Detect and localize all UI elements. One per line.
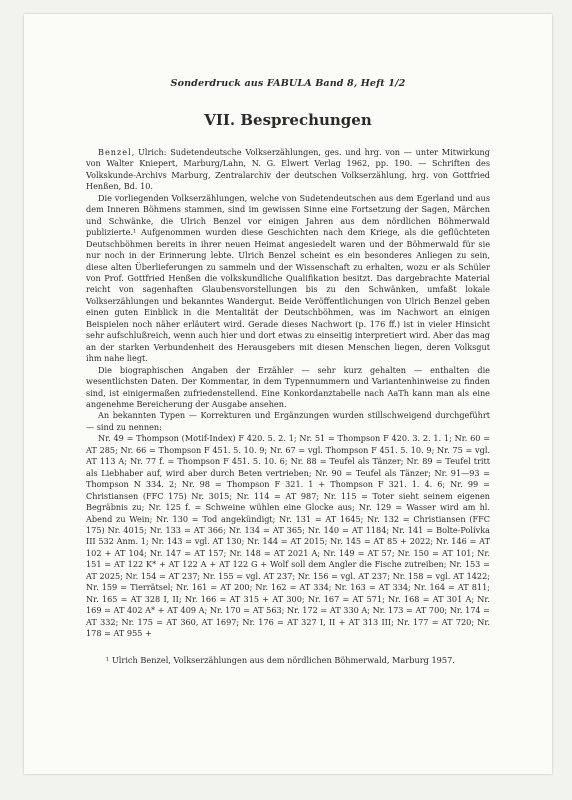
review-body: [86, 147, 490, 639]
section-title: VII. Besprechungen: [204, 111, 372, 129]
footnote: ¹ Ulrich Benzel, Volkserzählungen aus dem nördlichen Böhmerwald, Marburg 1957.: [106, 655, 455, 666]
type-list-paragraph: Nr. 49 = Thompson (Motif-Index) F 420. 5. 2. 1; Nr. 51 = Thompson F 420. 3. 2. 1. 1; Nr. 60 = AT 285; Nr. 66 = Thompson F 451. 5. 10. 9; Nr. 67 = vgl. Thompson F 451. 5. 10. 9; Nr. 75 = vgl. AT 113 A; Nr. 77 f. = Thompson F 451. 5. 10. 6; Nr. 88 = Teufel als Tänzer; Nr. 89 = Teufel tritt als Liebhaber auf, wird aber durch Beten vertrieben; Nr. 90 = Teufel als Tänzer; Nr. 91—93 = Thompson N 334. 2; Nr. 98 = Thompson F 321. 1 + Thompson F 321. 1. 4. 6; Nr. 99 = Christiansen (FFC 175) Nr. 3015; Nr. 114 = AT 987; Nr. 115 = Toter sieht seinem eigenen Begräbnis zu; Nr. 125 f. = Schweine wühlen eine Glocke aus; Nr. 129 = Wasser wird am hl. Abend zu Wein; Nr. 130 = Tod angekündigt; Nr. 131 = AT 1645; Nr. 132 = Christiansen (FFC 175) Nr. 4015; Nr. 133 = AT 366; Nr. 134 = AT 365; Nr. 140 = AT 1184; Nr. 141 = Bolte-Polívka III 532 Anm. 1; Nr. 143 = vgl. AT 130; Nr. 144 = AT 2015; Nr. 145 = AT 85 + 2022; Nr. 146 = AT 102 + AT 104; Nr. 147 = AT 157; Nr. 148 = AT 2021 A; Nr. 149 = AT 57; Nr. 150 = AT 101; Nr. 151 = AT 122 K* + AT 122 A + AT 122 G + Wolf soll dem Angler die Fische zutreiben; Nr. 153 = AT 2025; Nr. 154 = AT 237; Nr. 155 = vgl. AT 237; Nr. 156 = vgl. AT 237; Nr. 158 = vgl. AT 1422; Nr. 159 = Tierrätsel; Nr. 161 = AT 200; Nr. 162 = AT 334; Nr. 163 = AT 334; Nr. 164 = AT 811; Nr. 165 = AT 328 I, II; Nr. 166 = AT 315 + AT 300; Nr. 167 = AT 571; Nr. 168 = AT 301 A; Nr. 169 = AT 402 A* + AT 409 A; Nr. 170 = AT 563; Nr. 172 = AT 330 A; Nr. 173 = AT 700; Nr. 174 = AT 332; Nr. 175 = AT 360, AT 1697; Nr. 176 = AT 327 I, II + AT 313 III; Nr. 177 = AT 720; Nr. 178 = AT 955 +: [86, 433, 490, 639]
citation-text: , Ulrich: Sudetendeutsche Volkserzählungen, ges. und hrg. von — unter Mitwirkung von Walter Kniepert, Marburg/Lahn, N. G. Elwert Verlag 1962, pp. 190. — Schriften des Volkskunde-Archivs Marburg, Zentralarchiv der deutschen Volkserzählung, hrg. von Gottfried Henßen, Bd. 10.: [86, 147, 490, 192]
review-citation: [86, 147, 490, 193]
paragraph: An bekannten Typen — Korrekturen und Ergänzungen wurden stillschweigend durchgeführt — sind zu nennen:: [86, 410, 490, 432]
review-author: Benzel: [98, 147, 132, 157]
offprint-header: Sonderdruck aus FABULA Band 8, Heft 1/2: [170, 78, 406, 89]
paragraph: Die biographischen Angaben der Erzähler — sehr kurz gehalten — enthalten die wesentlichsten Daten. Der Kommentar, in dem Typennummern und Variantenhinweise zu finden sind, ist einigermaßen zufriedenstellend. Eine Konkordanztabelle nach AaTh kann man als eine angenehme Bereicherung der Ausgabe ansehen.: [86, 364, 490, 409]
page-content: [86, 78, 490, 666]
page-sheet: [24, 14, 552, 774]
paragraph: Die vorliegenden Volkserzählungen, welche von Sudetendeutschen aus dem Egerland und aus dem Inneren Böhmens stammen, sind im gewissen Sinne eine Fortsetzung der Sagen, Märchen und Schwänke, die Ulrich Benzel vor einigen Jahren aus dem nördlichen Böhmerwald publizierte.¹ Aufgenommen wurden diese Geschichten nach dem Kriege, als die geflüchteten Deutschböhmen bereits in ihrer neuen Heimat angesiedelt waren und der Böhmerwald für sie nur noch in der Erinnerung lebte. Ulrich Benzel scheint es ein besonderes Anliegen zu sein, diese alten Überlieferungen zu sammeln und der Wissenschaft zu erhalten, wozu er als Schüler von Prof. Gottfried Henßen die volkskundliche Qualifikation besitzt. Das dargebrachte Material reicht von sagenhaften Glaubensvorstellungen bis zu den Schwänken, umfaßt lokale Volkserzählungen und bekanntes Wandergut. Beide Veröffentlichungen von Ulrich Benzel geben einen guten Einblick in die Mentalität der Deutschböhmen, was im Nachwort an einigen Beispielen noch näher erläutert wird. Gerade dieses Nachwort (p. 176 ff.) ist in vieler Hinsicht sehr aufschlußreich, wenn auch hier und dort etwas zu einseitig interpretiert wird. Aber das mag an der starken Verbundenheit des Herausgebers mit diesen Menschen liegen, deren Volksgut ihm nahe liegt.: [86, 192, 490, 364]
